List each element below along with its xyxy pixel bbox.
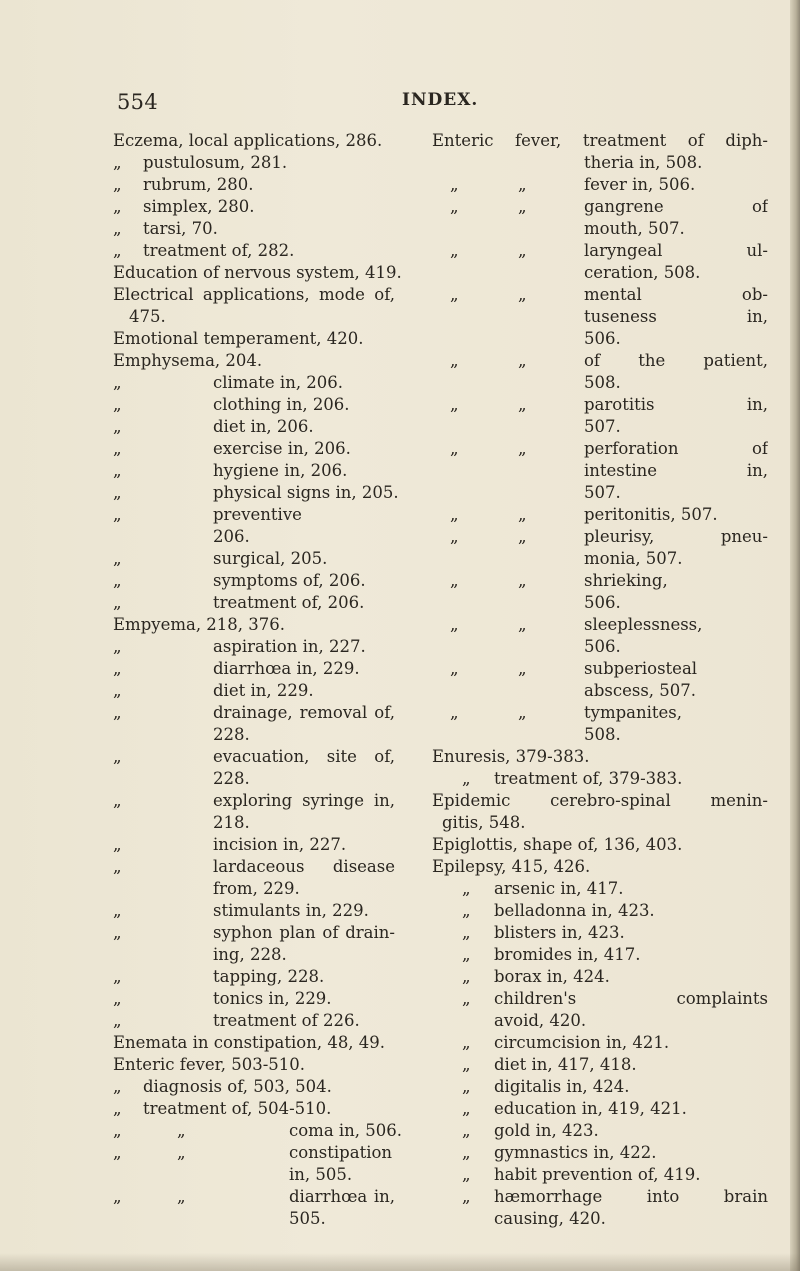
index-entry [432, 790, 768, 812]
ditto-mark: „ [462, 923, 471, 942]
index-entry-text: mental ob- [584, 285, 768, 304]
index-entry [113, 416, 395, 438]
index-entry [432, 592, 768, 614]
index-entry-text: laryngeal ul- [584, 241, 768, 260]
ditto-mark: „ [450, 527, 459, 546]
index-entry-text: Electrical applications, mode of, [113, 285, 395, 304]
ditto-mark: „ [113, 461, 122, 480]
index-entry-text: drainage, removal of, [213, 703, 395, 722]
ditto-mark: „ [462, 967, 471, 986]
index-entry-text: 506. [584, 329, 621, 348]
index-entry-text: Epidemic cerebro-spinal menin- [432, 791, 768, 810]
index-entry-text: arsenic in, 417. [494, 879, 624, 898]
index-entry [432, 372, 768, 394]
index-entry-text: Enteric fever, 503-510. [113, 1055, 306, 1074]
index-entry-text: blisters in, 423. [494, 923, 625, 942]
index-entry-text: diagnosis of, 503, 504. [143, 1077, 332, 1096]
index-entry [113, 460, 395, 482]
index-entry [113, 570, 395, 592]
ditto-mark: „ [450, 395, 459, 414]
index-entry [432, 724, 768, 746]
index-entry-text: fever in, 506. [584, 175, 696, 194]
index-entry-text: tapping, 228. [213, 967, 325, 986]
index-entry-text: diet in, 417, 418. [494, 1055, 637, 1074]
ditto-mark: „ [113, 747, 122, 766]
ditto-mark: „ [450, 197, 459, 216]
ditto-mark: „ [462, 1165, 471, 1184]
index-entry [113, 196, 395, 218]
index-entry-text: 506. [584, 637, 621, 656]
ditto-mark: „ [113, 483, 122, 502]
ditto-mark: „ [450, 615, 459, 634]
index-entry [432, 350, 768, 372]
index-entry-text: rubrum, 280. [143, 175, 254, 194]
ditto-mark: „ [462, 769, 471, 788]
index-entry-text: peritonitis, 507. [584, 505, 718, 524]
index-entry [113, 1208, 395, 1230]
index-entry-text: pleurisy, pneu- [584, 527, 768, 546]
index-entry [113, 218, 395, 240]
index-entry-text: in, 505. [289, 1165, 353, 1184]
index-entry-text: intestine in, [584, 461, 768, 480]
ditto-mark: „ [450, 285, 459, 304]
index-entry [432, 262, 768, 284]
ditto-mark: „ [113, 175, 122, 194]
index-entry-text: evacuation, site of, [213, 747, 395, 766]
index-entry-text: habit prevention of, 419. [494, 1165, 701, 1184]
index-entry [432, 1186, 768, 1208]
ditto-mark: „ [113, 835, 122, 854]
index-entry [432, 240, 768, 262]
ditto-mark: „ [462, 879, 471, 898]
index-entry-text: belladonna in, 423. [494, 901, 655, 920]
index-entry [113, 900, 395, 922]
ditto-mark: „ [113, 505, 122, 524]
ditto-mark: „ [113, 373, 122, 392]
ditto-mark: „ [462, 945, 471, 964]
index-entry-text: 475. [129, 307, 166, 326]
ditto-mark: „ [113, 1121, 122, 1140]
index-column-right [432, 130, 768, 1230]
ditto-mark: „ [113, 703, 122, 722]
index-entry-text: syphon plan of drain- [213, 923, 395, 942]
ditto-mark: „ [113, 1187, 122, 1206]
index-entry [113, 812, 395, 834]
index-entry [432, 196, 768, 218]
index-entry [113, 768, 395, 790]
ditto-mark: „ [113, 219, 122, 238]
ditto-mark: „ [450, 175, 459, 194]
ditto-mark: „ [462, 1187, 471, 1206]
index-entry [432, 1010, 768, 1032]
index-entry-text: education in, 419, 421. [494, 1099, 687, 1118]
index-entry-text: bromides in, 417. [494, 945, 641, 964]
index-entry-text: 228. [213, 725, 250, 744]
index-entry-text: exploring syringe in, [213, 791, 395, 810]
index-entry [432, 152, 768, 174]
ditto-mark: „ [113, 549, 122, 568]
index-entry-text: gitis, 548. [442, 813, 526, 832]
index-entry [432, 526, 768, 548]
index-entry-text: 506. [584, 593, 621, 612]
index-entry [113, 922, 395, 944]
ditto-mark: „ [113, 153, 122, 172]
ditto-mark: „ [177, 1187, 186, 1206]
ditto-mark: „ [450, 659, 459, 678]
index-entry [432, 394, 768, 416]
index-entry [113, 746, 395, 768]
index-entry [432, 548, 768, 570]
ditto-mark: „ [450, 241, 459, 260]
index-entry [432, 812, 768, 834]
index-entry-text: 218. [213, 813, 250, 832]
index-entry [113, 1010, 395, 1032]
index-entry-text: gold in, 423. [494, 1121, 599, 1140]
index-entry [113, 988, 395, 1010]
index-entry [432, 1142, 768, 1164]
index-entry-text: Emphysema, 204. [113, 351, 263, 370]
page-shadow [0, 1253, 800, 1271]
index-entry [113, 350, 395, 372]
index-entry [113, 636, 395, 658]
index-entry-text: treatment of, 504-510. [143, 1099, 332, 1118]
index-entry [432, 944, 768, 966]
index-entry-text: diarrhœa in, [289, 1187, 395, 1206]
index-entry [432, 328, 768, 350]
index-entry [432, 680, 768, 702]
ditto-mark: „ [462, 901, 471, 920]
index-entry-text: diarrhœa in, 229. [213, 659, 360, 678]
index-entry-text: children's complaints [494, 989, 768, 1008]
index-entry-text: borax in, 424. [494, 967, 610, 986]
index-entry-text: surgical, 205. [213, 549, 328, 568]
ditto-mark: „ [518, 527, 527, 546]
index-entry [113, 1098, 395, 1120]
index-entry-text: ceration, 508. [584, 263, 701, 282]
ditto-mark: „ [113, 417, 122, 436]
ditto-mark: „ [113, 395, 122, 414]
index-entry-text: lardaceous disease [213, 857, 395, 876]
index-entry [113, 284, 395, 306]
ditto-mark: „ [113, 439, 122, 458]
index-entry [432, 900, 768, 922]
index-entry-text: Epiglottis, shape of, 136, 403. [432, 835, 683, 854]
index-entry [113, 504, 395, 526]
index-entry-text: avoid, 420. [494, 1011, 587, 1030]
index-entry [432, 218, 768, 240]
index-entry-text: treatment of, 282. [143, 241, 295, 260]
index-entry-text: 206. [213, 527, 250, 546]
ditto-mark: „ [450, 703, 459, 722]
ditto-mark: „ [462, 1143, 471, 1162]
index-entry-text: Education of nervous system, 419. [113, 263, 402, 282]
index-entry [432, 174, 768, 196]
index-entry [432, 966, 768, 988]
index-entry [432, 1120, 768, 1142]
index-entry [113, 526, 395, 548]
ditto-mark: „ [462, 989, 471, 1008]
ditto-mark: „ [518, 285, 527, 304]
ditto-mark: „ [450, 439, 459, 458]
index-entry [432, 482, 768, 504]
index-entry-text: Empyema, 218, 376. [113, 615, 286, 634]
index-column-left [113, 130, 403, 1230]
ditto-mark: „ [113, 791, 122, 810]
index-entry [113, 262, 402, 284]
index-entry-text: tuseness in, [584, 307, 768, 326]
index-entry-text: 508. [584, 725, 621, 744]
index-entry-text: Eczema, local applications, 286. [113, 131, 383, 150]
index-entry [113, 702, 395, 724]
index-entry [432, 1164, 768, 1186]
index-entry [113, 306, 395, 328]
index-entry [432, 988, 768, 1010]
index-entry [432, 284, 768, 306]
page-edge [790, 0, 800, 1271]
index-entry [113, 856, 395, 878]
ditto-mark: „ [113, 197, 122, 216]
index-entry-text: Enuresis, 379-383. [432, 747, 590, 766]
index-entry [432, 878, 768, 900]
index-entry [432, 1098, 768, 1120]
page-title: INDEX. [402, 90, 479, 110]
index-entry-text: preventive [213, 505, 302, 524]
ditto-mark: „ [462, 1121, 471, 1140]
index-entry [113, 174, 395, 196]
index-entry [113, 1032, 395, 1054]
index-entry [113, 1076, 395, 1098]
index-entry-text: aspiration in, 227. [213, 637, 366, 656]
index-entry-text: sleeplessness, [584, 615, 703, 634]
index-entry [113, 394, 395, 416]
ditto-mark: „ [113, 681, 122, 700]
index-entry-text: of the patient, [584, 351, 768, 370]
index-entry [113, 878, 395, 900]
index-entry-text: tympanites, [584, 703, 683, 722]
index-entry [432, 1054, 768, 1076]
index-entry-text: 507. [584, 417, 621, 436]
index-entry [113, 548, 395, 570]
index-entry [113, 1142, 395, 1164]
index-entry-text: clothing in, 206. [213, 395, 350, 414]
ditto-mark: „ [113, 1077, 122, 1096]
ditto-mark: „ [518, 703, 527, 722]
index-entry-text: from, 229. [213, 879, 300, 898]
index-entry [113, 438, 395, 460]
index-entry [432, 438, 768, 460]
index-entry-text: shrieking, [584, 571, 668, 590]
ditto-mark: „ [113, 857, 122, 876]
index-entry [113, 372, 395, 394]
index-entry [432, 1032, 768, 1054]
index-entry-text: digitalis in, 424. [494, 1077, 630, 1096]
index-entry-text: physical signs in, 205. [213, 483, 399, 502]
index-entry [113, 680, 395, 702]
index-entry-text: coma in, 506. [289, 1121, 403, 1140]
ditto-mark: „ [113, 241, 122, 260]
ditto-mark: „ [518, 395, 527, 414]
ditto-mark: „ [518, 175, 527, 194]
ditto-mark: „ [462, 1033, 471, 1052]
ditto-mark: „ [113, 1011, 122, 1030]
index-entry [113, 658, 395, 680]
ditto-mark: „ [518, 351, 527, 370]
index-entry [113, 240, 395, 262]
index-entry-text: 228. [213, 769, 250, 788]
index-entry [432, 636, 768, 658]
index-entry-text: pustulosum, 281. [143, 153, 288, 172]
index-entry [113, 790, 395, 812]
index-entry [432, 570, 768, 592]
index-entry-text: causing, 420. [494, 1209, 606, 1228]
index-entry-text: circumcision in, 421. [494, 1033, 670, 1052]
index-entry-text: mouth, 507. [584, 219, 685, 238]
index-entry [113, 482, 399, 504]
ditto-mark: „ [113, 593, 122, 612]
index-entry [432, 856, 768, 878]
ditto-mark: „ [113, 989, 122, 1008]
index-entry-text: parotitis in, [584, 395, 768, 414]
page-number: 554 [117, 90, 158, 114]
index-entry [432, 768, 768, 790]
ditto-mark: „ [462, 1099, 471, 1118]
index-entry [432, 658, 768, 680]
index-entry [432, 416, 768, 438]
index-entry-text: symptoms of, 206. [213, 571, 366, 590]
index-entry-text: exercise in, 206. [213, 439, 351, 458]
ditto-mark: „ [113, 1143, 122, 1162]
index-entry-text: 508. [584, 373, 621, 392]
index-entry-text: abscess, 507. [584, 681, 697, 700]
index-entry-text: Emotional temperament, 420. [113, 329, 364, 348]
index-entry [113, 724, 395, 746]
index-entry [113, 944, 395, 966]
index-entry-text: tonics in, 229. [213, 989, 332, 1008]
ditto-mark: „ [518, 241, 527, 260]
index-entry [113, 1054, 395, 1076]
index-entry-text: monia, 507. [584, 549, 683, 568]
index-entry-text: perforation of [584, 439, 768, 458]
index-entry [113, 152, 395, 174]
index-entry [432, 1208, 768, 1230]
index-entry [432, 922, 768, 944]
index-entry-text: 505. [289, 1209, 326, 1228]
index-entry-text: incision in, 227. [213, 835, 347, 854]
index-entry [113, 834, 395, 856]
index-entry-text: treatment of, 206. [213, 593, 365, 612]
index-entry-text: Epilepsy, 415, 426. [432, 857, 591, 876]
ditto-mark: „ [462, 1077, 471, 1096]
index-entry-text: Enemata in constipation, 48, 49. [113, 1033, 386, 1052]
index-entry-text: hæmorrhage into brain [494, 1187, 768, 1206]
index-entry [113, 1164, 395, 1186]
index-entry [432, 504, 768, 526]
index-entry-text: gymnastics in, 422. [494, 1143, 657, 1162]
index-entry [432, 460, 768, 482]
index-entry-text: gangrene of [584, 197, 768, 216]
index-entry-text: Enteric fever, treatment of diph- [432, 131, 768, 150]
index-entry [113, 328, 395, 350]
index-entry-text: simplex, 280. [143, 197, 255, 216]
ditto-mark: „ [113, 659, 122, 678]
index-entry [113, 592, 395, 614]
index-entry [113, 1186, 395, 1208]
ditto-mark: „ [518, 439, 527, 458]
ditto-mark: „ [450, 571, 459, 590]
index-entry [432, 1076, 768, 1098]
index-entry-text: theria in, 508. [584, 153, 703, 172]
index-entry-text: ing, 228. [213, 945, 287, 964]
ditto-mark: „ [113, 571, 122, 590]
index-entry [432, 702, 768, 724]
index-entry [432, 746, 768, 768]
ditto-mark: „ [177, 1143, 186, 1162]
ditto-mark: „ [450, 505, 459, 524]
index-entry-text: 507. [584, 483, 621, 502]
index-entry [432, 306, 768, 328]
index-entry-text: constipation [289, 1143, 393, 1162]
ditto-mark: „ [113, 901, 122, 920]
index-entry-text: diet in, 206. [213, 417, 314, 436]
ditto-mark: „ [450, 351, 459, 370]
index-entry-text: treatment of, 379-383. [494, 769, 683, 788]
ditto-mark: „ [113, 1099, 122, 1118]
ditto-mark: „ [518, 197, 527, 216]
index-entry-text: subperiosteal [584, 659, 698, 678]
ditto-mark: „ [518, 505, 527, 524]
index-entry [432, 130, 768, 152]
ditto-mark: „ [113, 967, 122, 986]
index-entry-text: diet in, 229. [213, 681, 314, 700]
index-entry-text: climate in, 206. [213, 373, 344, 392]
index-entry-text: stimulants in, 229. [213, 901, 369, 920]
ditto-mark: „ [518, 615, 527, 634]
ditto-mark: „ [518, 659, 527, 678]
index-entry [113, 130, 395, 152]
ditto-mark: „ [518, 571, 527, 590]
ditto-mark: „ [113, 637, 122, 656]
index-entry [113, 1120, 403, 1142]
index-entry-text: tarsi, 70. [143, 219, 218, 238]
index-entry [432, 614, 768, 636]
ditto-mark: „ [462, 1055, 471, 1074]
index-entry-text: hygiene in, 206. [213, 461, 348, 480]
ditto-mark: „ [177, 1121, 186, 1140]
ditto-mark: „ [113, 923, 122, 942]
index-entry [113, 614, 395, 636]
index-entry-text: treatment of 226. [213, 1011, 360, 1030]
index-entry [432, 834, 768, 856]
index-entry [113, 966, 395, 988]
